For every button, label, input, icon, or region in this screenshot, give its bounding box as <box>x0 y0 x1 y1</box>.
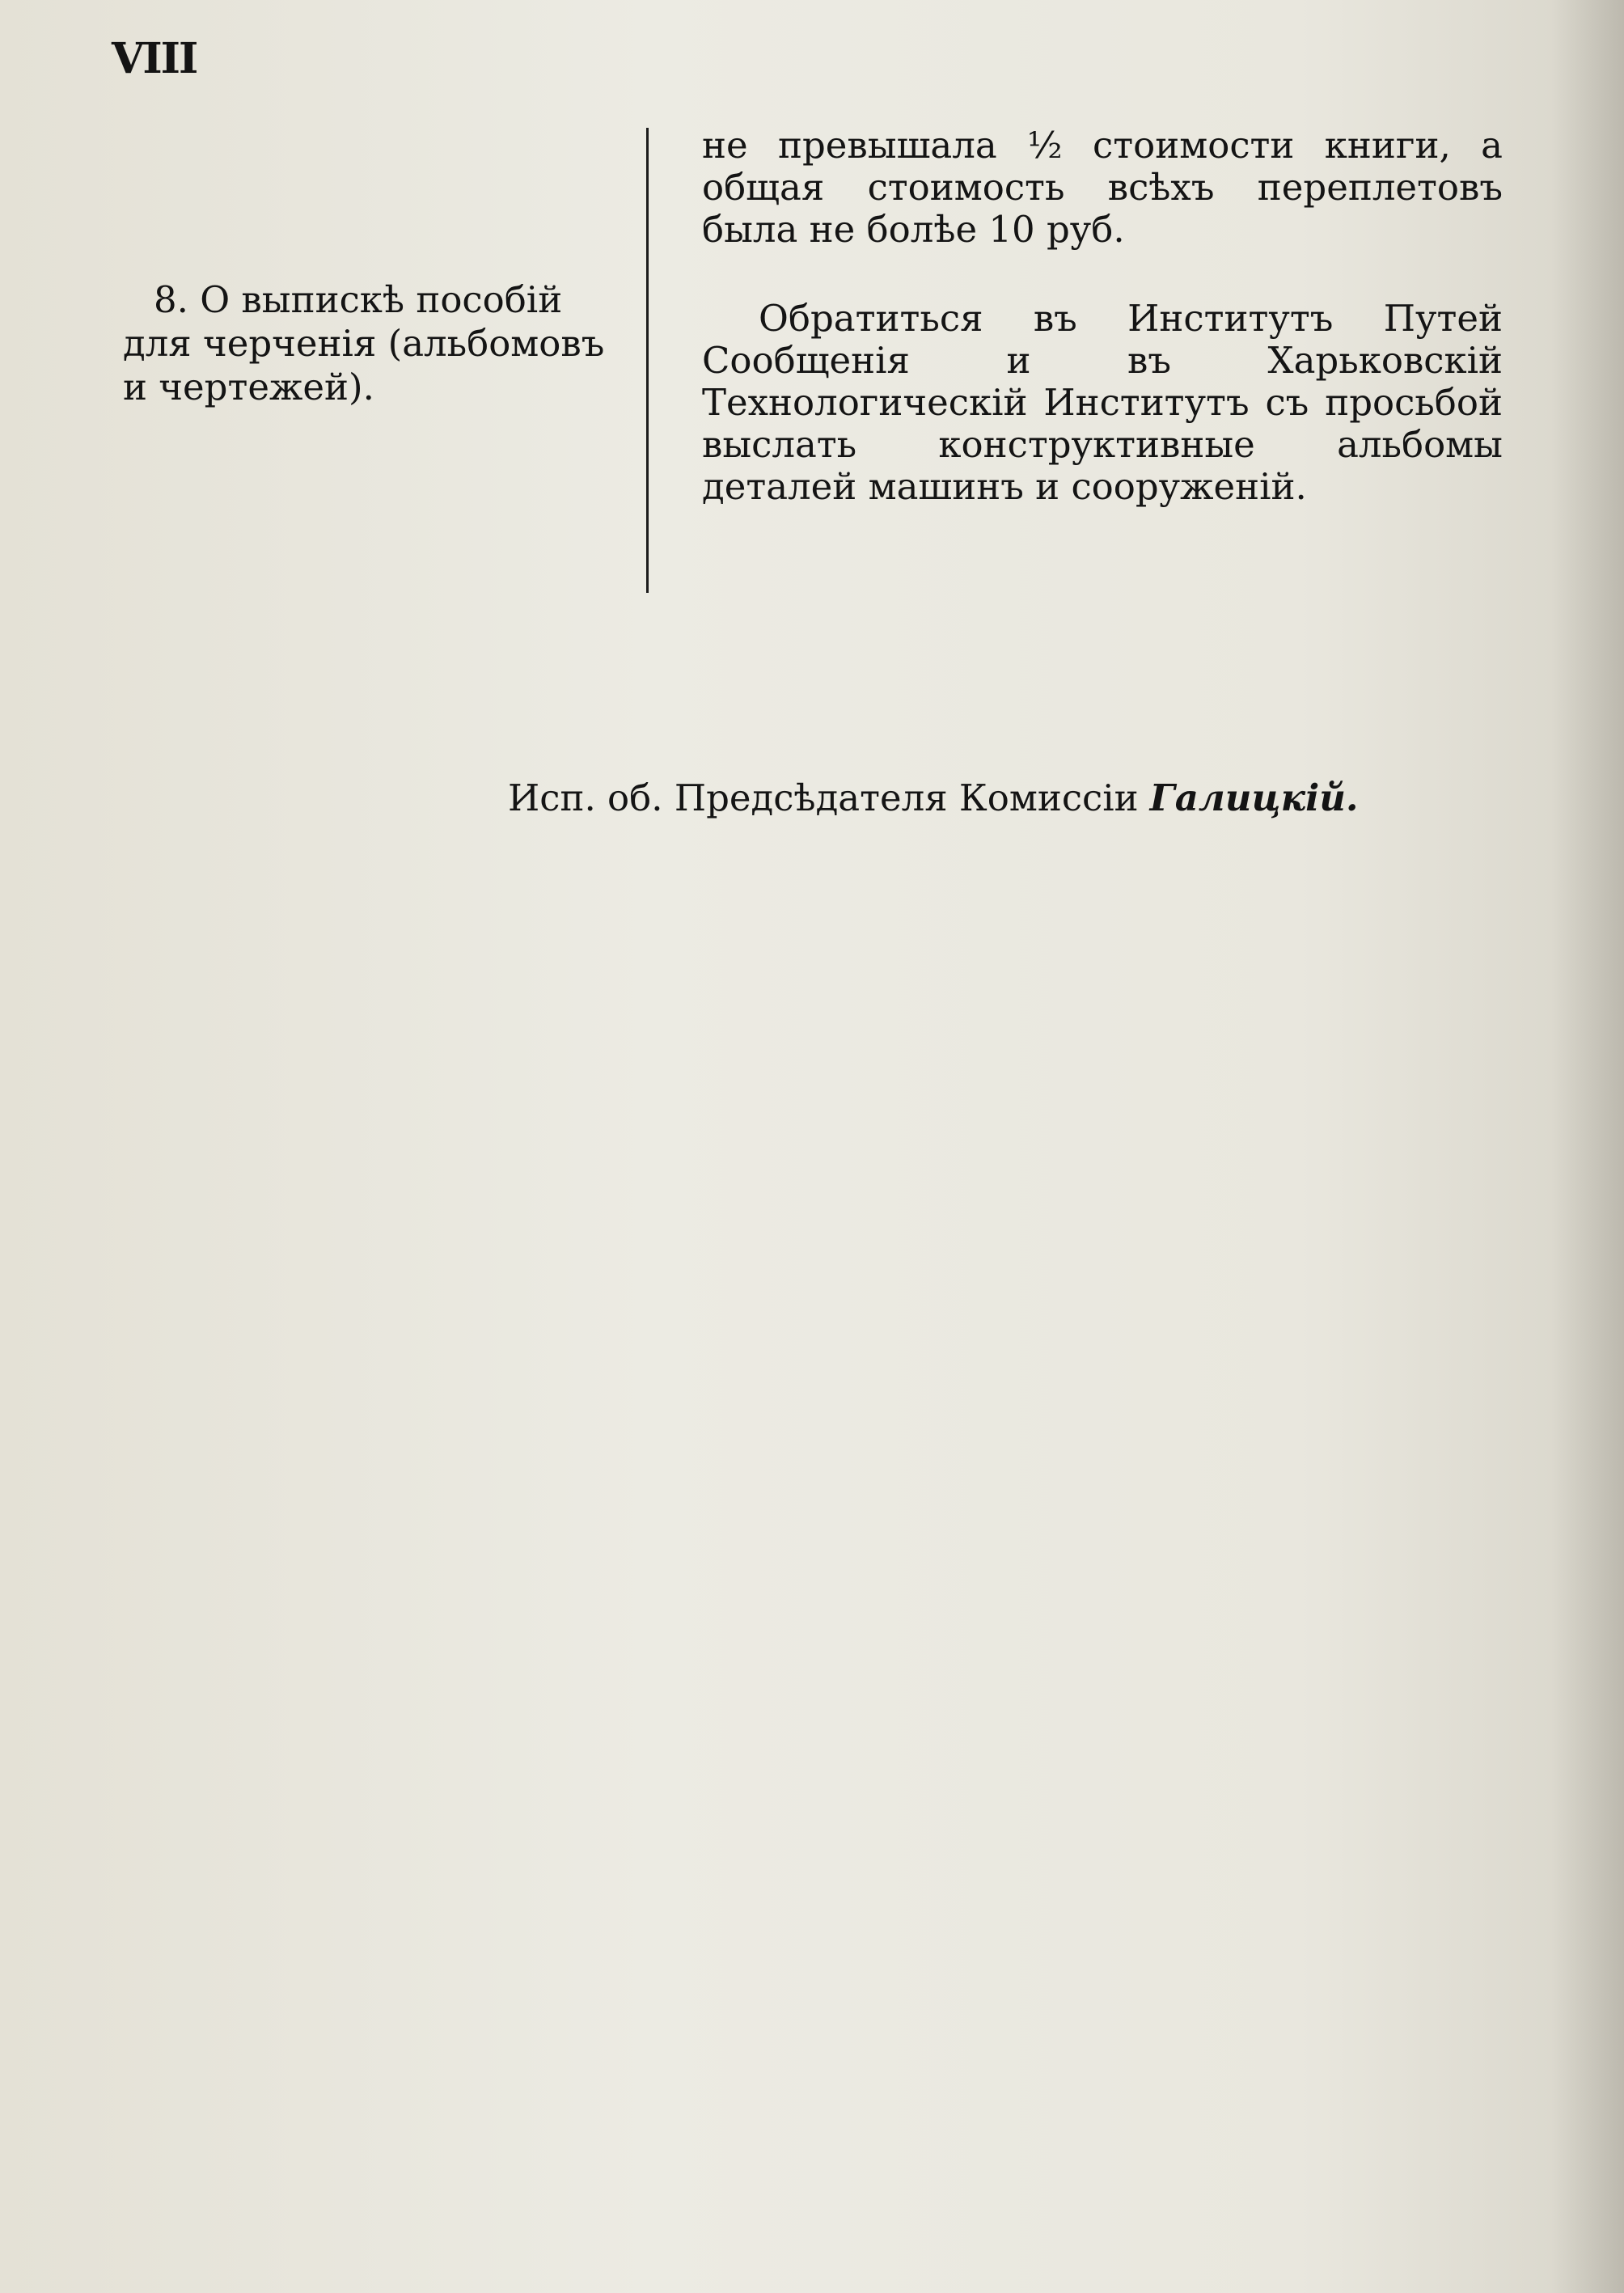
page-number: VIII <box>112 34 197 83</box>
paragraph-resolution: Обратиться въ Институтъ Путей Сообщенія и въ Харьковскій Технологическій Институтъ съ просьбой выслать конструктивные альбомы деталей машинъ и сооруженій. <box>702 297 1503 508</box>
signature-line <box>508 776 1359 820</box>
paragraph-continued: не превышала ½ стоимости книги, а общая стоимость всѣхъ переплетовъ была не болѣе 10 руб. <box>702 124 1503 251</box>
right-column <box>702 125 1503 508</box>
column-divider <box>646 128 649 593</box>
item-heading: 8. О выпискѣ пособій для черченія (альбомовъ и чертежей). <box>123 278 605 408</box>
signature-title: Исп. об. Предсѣдателя Комиссіи <box>508 776 1139 819</box>
signature-name: Галицкій. <box>1149 776 1359 819</box>
left-column <box>123 278 608 409</box>
page-edge-shadow <box>1551 0 1624 2293</box>
